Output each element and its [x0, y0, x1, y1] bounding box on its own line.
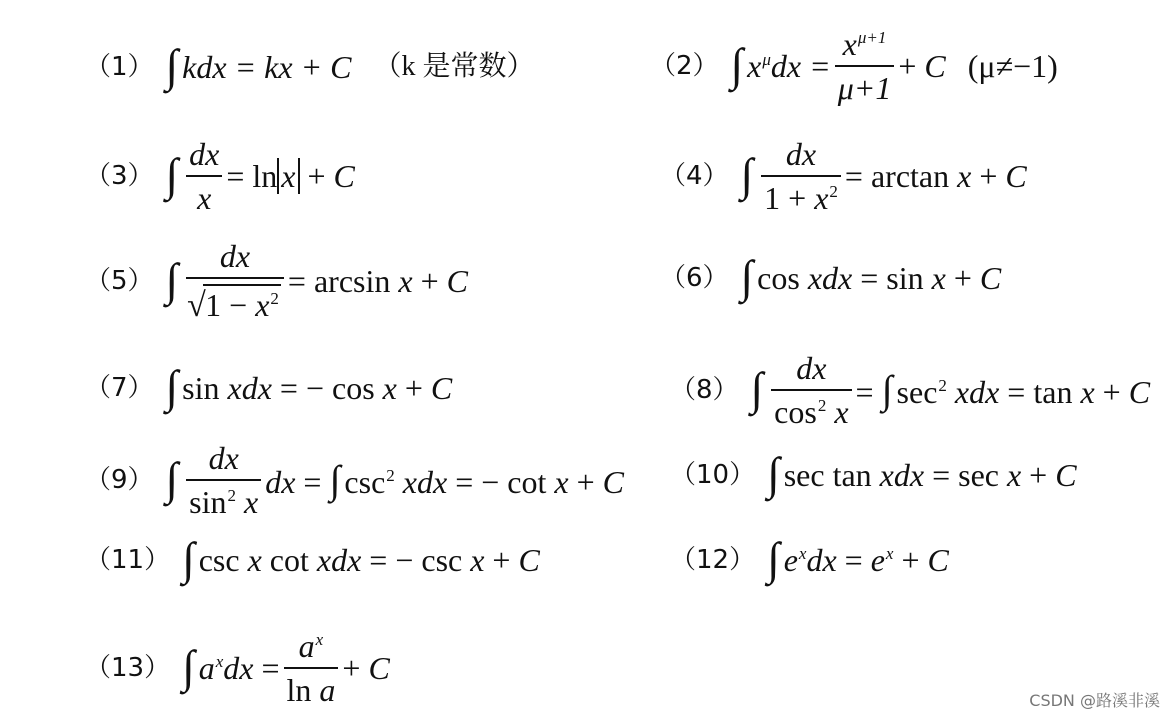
integral-sign: ∫ — [740, 251, 754, 302]
expression: dx = ∫ $\csc^2$ xdx = − cot x + C — [265, 457, 624, 502]
fraction: dx √ $1 - x^2$ — [186, 240, 284, 321]
expression: $x^\mu dx$ = — [747, 48, 831, 84]
formula-6 — [660, 251, 1002, 302]
formula-12 — [670, 533, 949, 584]
formula-number: （4） — [660, 161, 729, 191]
expression: = arcsin x + C — [287, 262, 468, 299]
integral-sign: ∫ — [767, 533, 780, 584]
formula-number: （9） — [85, 465, 154, 495]
formula-13 — [85, 630, 390, 706]
expression: sin xdx = − cos x + C — [182, 370, 453, 406]
expression-tail: + C — [898, 48, 946, 84]
formula-2 — [650, 28, 1058, 104]
expression: = ln x + C — [226, 158, 355, 194]
constant-note: （k 是常数） — [373, 51, 535, 82]
formula-number: （6） — [660, 263, 729, 293]
formula-9 — [85, 442, 624, 518]
watermark: CSDN @路溪非溪 — [1029, 691, 1160, 710]
integral-sign: ∫ — [750, 363, 764, 414]
formula-4 — [660, 138, 1027, 214]
formula-number: （1） — [85, 52, 154, 82]
fraction: $\frac{dx}{x}$ — [186, 138, 222, 214]
expression: $e^xdx = e^x + C$ — [783, 542, 949, 578]
fraction: $\frac{dx}{1 + x^2}$ — [761, 138, 841, 214]
formula-1 — [85, 40, 535, 91]
expression: kdx = kx + C — [182, 49, 352, 85]
formula-number: （12） — [670, 545, 756, 575]
fraction: $\frac{x^{\mu+1}}{\mu+1}$ — [835, 28, 895, 104]
expression: = arctan x + C — [844, 158, 1027, 194]
expression: $a^xdx$ = — [198, 650, 280, 686]
formula-10 — [670, 448, 1077, 499]
formula-number: （7） — [85, 373, 154, 403]
formula-number: （8） — [670, 375, 739, 405]
expression: csc x cot xdx = − csc x + C — [198, 542, 540, 578]
formula-8 — [670, 352, 1150, 428]
exponent-condition: (μ≠−1) — [967, 48, 1058, 84]
formula-number: （13） — [85, 653, 171, 683]
integral-sign: ∫ — [740, 149, 754, 200]
integral-sign: ∫ — [165, 40, 179, 91]
formula-number: （2） — [650, 51, 719, 81]
formula-number: （5） — [85, 265, 154, 296]
formula-number: （11） — [85, 545, 171, 575]
formula-number: （10） — [670, 460, 756, 490]
integral-sign: ∫ — [182, 641, 195, 692]
integral-sign: ∫ — [165, 453, 179, 504]
formula-7 — [85, 361, 453, 412]
expression: sec tan xdx = sec x + C — [783, 457, 1077, 493]
integral-sign: ∫ — [730, 39, 744, 90]
formula-number: （3） — [85, 161, 154, 191]
integral-sign: ∫ — [165, 149, 179, 200]
formula-11 — [85, 533, 540, 584]
square-root: √ $1 - x^2$ — [189, 284, 281, 321]
fraction: $\frac{a^x}{\text{ln a}}$ — [284, 630, 339, 706]
formula-5 — [85, 240, 468, 321]
integral-sign: ∫ — [182, 533, 195, 584]
integral-sign: ∫ — [165, 361, 179, 412]
fraction: $\frac{dx}{\cos^2 x}$ — [771, 352, 851, 428]
formula-3 — [85, 138, 355, 214]
integral-sign: ∫ — [165, 253, 179, 305]
expression-tail: + C — [342, 650, 390, 686]
expression: = ∫ $\sec^2$ xdx = tan x + C — [855, 367, 1151, 412]
fraction: $\frac{dx}{\sin^2 x}$ — [186, 442, 261, 518]
integral-sign: ∫ — [767, 448, 780, 499]
expression: cos xdx = sin x + C — [757, 260, 1002, 296]
